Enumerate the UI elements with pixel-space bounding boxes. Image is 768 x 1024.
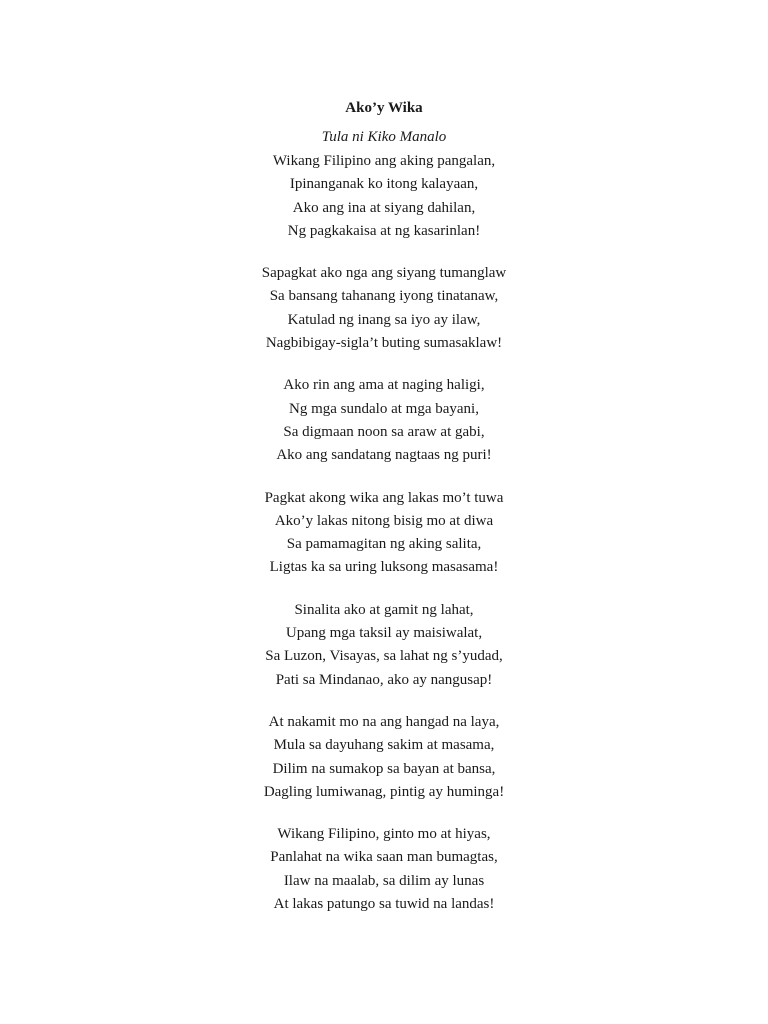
stanza-line: Panlahat na wika saan man bumagtas, [270, 849, 498, 866]
stanza-line: Pati sa Mindanao, ako ay nangusap! [275, 671, 493, 688]
stanza-1 [0, 150, 768, 243]
stanza-6 [0, 711, 768, 804]
stanza-2 [0, 262, 768, 355]
stanza-7 [0, 823, 768, 916]
poem-subtitle: Tula ni Kiko Manalo [321, 129, 447, 145]
stanza-line: Ako ang ina at siyang dahilan, [292, 199, 476, 216]
stanza-line: Ako ang sandatang nagtaas ng puri! [276, 447, 492, 464]
stanza-line: Upang mga taksil ay maisiwalat, [285, 625, 483, 642]
poem [0, 98, 768, 935]
stanza-line: Ako rin ang ama at naging haligi, [283, 377, 485, 394]
stanza-line: Sa bansang tahanang iyong tinatanaw, [269, 288, 499, 305]
stanza-line: Ilaw na maalab, sa dilim ay lunas [283, 872, 485, 889]
stanza-line: Sa pamamagitan ng aking salita, [286, 536, 482, 553]
stanza-line: Ipinanganak ko itong kalayaan, [289, 176, 479, 193]
stanza-line: Ako’y lakas nitong bisig mo at diwa [274, 512, 494, 529]
stanza-line: Sa Luzon, Visayas, sa lahat ng s’yudad, [265, 648, 503, 665]
stanza-line: Sinalita ako at gamit ng lahat, [294, 601, 474, 618]
stanza-line: Ng mga sundalo at mga bayani, [289, 400, 479, 417]
stanza-line: Katulad ng inang sa iyo ay ilaw, [287, 311, 481, 328]
stanza-line: Sa digmaan noon sa araw at gabi, [283, 423, 485, 440]
stanza-line: Wikang Filipino ang aking pangalan, [272, 153, 496, 169]
stanza-line: At nakamit mo na ang hangad na laya, [268, 713, 500, 730]
stanza-line: Dilim na sumakop sa bayan at bansa, [272, 760, 496, 777]
stanza-5 [0, 599, 768, 692]
stanza-line: Mula sa dayuhang sakim at masama, [273, 737, 495, 754]
stanza-4 [0, 487, 768, 580]
stanza-line: Sapagkat ako nga ang siyang tumanglaw [261, 265, 507, 282]
stanza-line: Pagkat akong wika ang lakas mo’t tuwa [264, 489, 504, 506]
stanza-line: Nagbibigay-sigla’t buting sumasaklaw! [265, 335, 503, 352]
stanza-line: At lakas patungo sa tuwid na landas! [273, 896, 495, 913]
poem-title: Ako’y Wika [345, 100, 423, 116]
stanza-3 [0, 374, 768, 467]
stanza-line: Wikang Filipino, ginto mo at hiyas, [277, 826, 491, 843]
stanza-line: Ng pagkakaisa at ng kasarinlan! [287, 222, 481, 239]
stanza-line: Dagling lumiwanag, pintig ay huminga! [263, 783, 505, 800]
stanza-line: Ligtas ka sa uring luksong masasama! [269, 559, 499, 576]
